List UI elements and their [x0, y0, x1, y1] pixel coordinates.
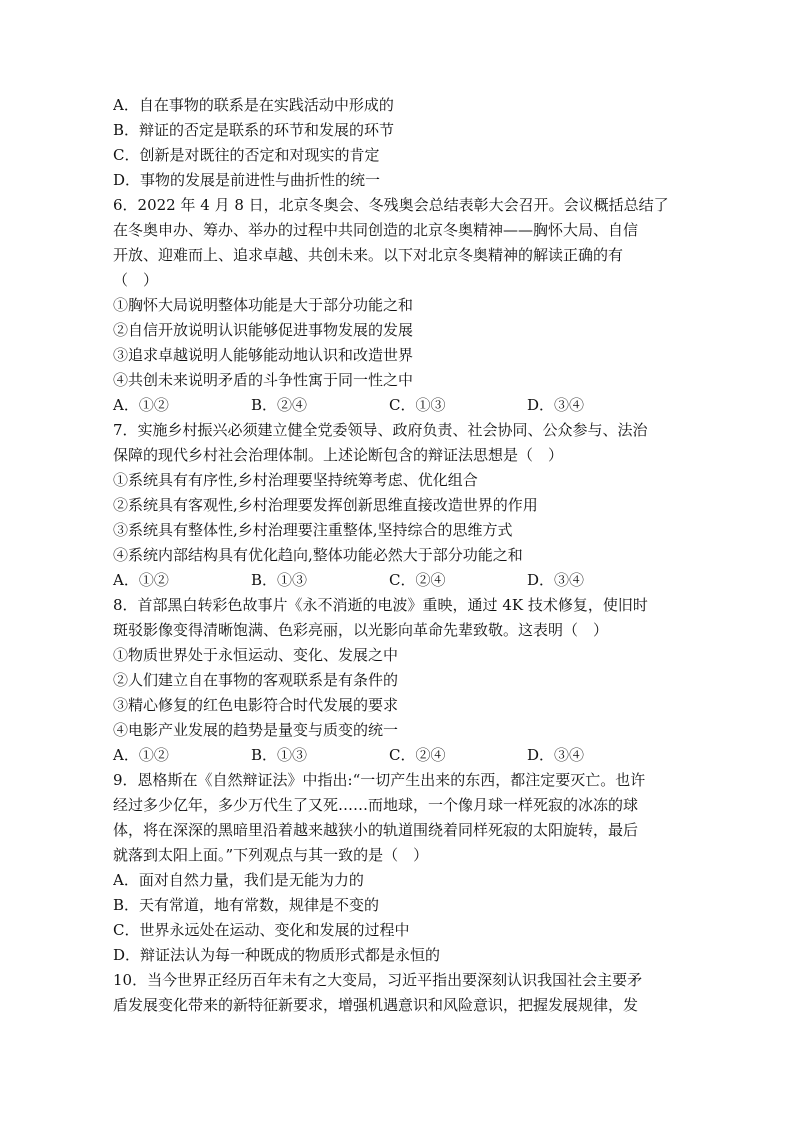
q6-choice-d: D．③④: [527, 396, 585, 414]
q7-statement-3: ③系统具有整体性,乡村治理要注重整体,坚持综合的思维方式: [113, 521, 513, 539]
q8-choice-c: C．②④: [389, 746, 446, 764]
q6-stem-line: 在冬奥申办、筹办、举办的过程中共同创造的北京冬奥精神——胸怀大局、自信: [113, 221, 639, 239]
q6-choice-c: C．①③: [389, 396, 446, 414]
q7-choice-c: C．②④: [389, 571, 446, 589]
question-9: [113, 768, 681, 968]
q5-option-a: A．自在事物的联系是在实践活动中形成的: [113, 96, 394, 114]
question-10: [113, 968, 681, 1018]
q7-choice-a: A．①②: [113, 571, 169, 589]
q6-statement-4: ④共创未来说明矛盾的斗争性寓于同一性之中: [113, 371, 414, 389]
q6-statement-3: ③追求卓越说明人能够能动地认识和改造世界: [113, 346, 414, 364]
q6-statement-1: ①胸怀大局说明整体功能是大于部分功能之和: [113, 296, 414, 314]
q10-stem-line: 10．当今世界正经历百年未有之大变局，习近平指出要深刻认识我国社会主要矛: [113, 971, 643, 989]
question-7: [113, 418, 681, 593]
q8-statement-3: ③精心修复的红色电影符合时代发展的要求: [113, 696, 399, 714]
q6-choice-b: B．②④: [251, 396, 308, 414]
q9-option-a: A．面对自然力量，我们是无能为力的: [113, 871, 364, 889]
q8-statement-1: ①物质世界处于永恒运动、变化、发展之中: [113, 646, 399, 664]
q9-stem-line: 9．恩格斯在《自然辩证法》中指出:“一切产生出来的东西，都注定要灭亡。也许: [113, 771, 646, 789]
q8-choice-d: D．③④: [527, 746, 585, 764]
q9-stem-line: 经过多少亿年，多少万代生了又死……而地球，一个像月球一样死寂的冰冻的球: [113, 796, 639, 814]
q5-option-b: B．辩证的否定是联系的环节和发展的环节: [113, 121, 395, 139]
question-5-options: [113, 93, 681, 193]
q8-stem-line: 斑驳影像变得清晰饱满、色彩亮丽，以光影向革命先辈致敬。这表明（ ）: [113, 621, 609, 639]
question-8: [113, 593, 681, 768]
q6-choices: [113, 393, 681, 418]
question-6: [113, 193, 681, 418]
q7-choice-d: D．③④: [527, 571, 585, 589]
q8-statement-2: ②人们建立自在事物的客观联系是有条件的: [113, 671, 399, 689]
q5-option-d: D．事物的发展是前进性与曲折性的统一: [113, 171, 381, 189]
q7-choices: [113, 568, 681, 593]
q8-choice-b: B．①③: [251, 746, 308, 764]
q6-choice-a: A．①②: [113, 396, 169, 414]
q8-stem-line: 8．首部黑白转彩色故事片《永不消逝的电波》重映，通过 4K 技术修复，使旧时: [113, 596, 648, 614]
q9-option-b: B．天有常道，地有常数，规律是不变的: [113, 896, 380, 914]
q8-choice-a: A．①②: [113, 746, 169, 764]
q7-stem-line: 7．实施乡村振兴必须建立健全党委领导、政府负责、社会协同、公众参与、法治: [113, 421, 648, 439]
exam-page: [113, 93, 681, 1018]
q7-choice-b: B．①③: [251, 571, 308, 589]
q9-option-d: D．辩证法认为每一种既成的物质形式都是永恒的: [113, 946, 441, 964]
q6-statement-2: ②自信开放说明认识能够促进事物发展的发展: [113, 321, 414, 339]
q8-choices: [113, 743, 681, 768]
q7-statement-2: ②系统具有客观性,乡村治理要发挥创新思维直接改造世界的作用: [113, 496, 538, 514]
q9-option-c: C．世界永远处在运动、变化和发展的过程中: [113, 921, 410, 939]
q6-stem-line: 开放、迎难而上、追求卓越、共创未来。以下对北京冬奥精神的解读正确的有: [113, 246, 624, 264]
q9-stem-line: 体，将在深深的黑暗里沿着越来越狭小的轨道围绕着同样死寂的太阳旋转，最后: [113, 821, 639, 839]
q7-statement-1: ①系统具有有序性,乡村治理要坚持统筹考虑、优化组合: [113, 471, 478, 489]
q7-statement-4: ④系统内部结构具有优化趋向,整体功能必然大于部分功能之和: [113, 546, 523, 564]
q7-stem-line: 保障的现代乡村社会治理体制。上述论断包含的辩证法思想是（ ）: [113, 446, 564, 464]
q9-stem-line: 就落到太阳上面。”下列观点与其一致的是（ ）: [113, 846, 429, 864]
q5-option-c: C．创新是对既往的否定和对现实的肯定: [113, 146, 380, 164]
q6-answer-blank: （ ）: [113, 271, 159, 289]
q10-stem-line: 盾发展变化带来的新特征新要求，增强机遇意识和风险意识，把握发展规律，发: [113, 996, 639, 1014]
q8-statement-4: ④电影产业发展的趋势是量变与质变的统一: [113, 721, 399, 739]
q6-stem-line: 6．2022 年 4 月 8 日，北京冬奥会、冬残奥会总结表彰大会召开。会议概括总结了: [113, 196, 669, 214]
